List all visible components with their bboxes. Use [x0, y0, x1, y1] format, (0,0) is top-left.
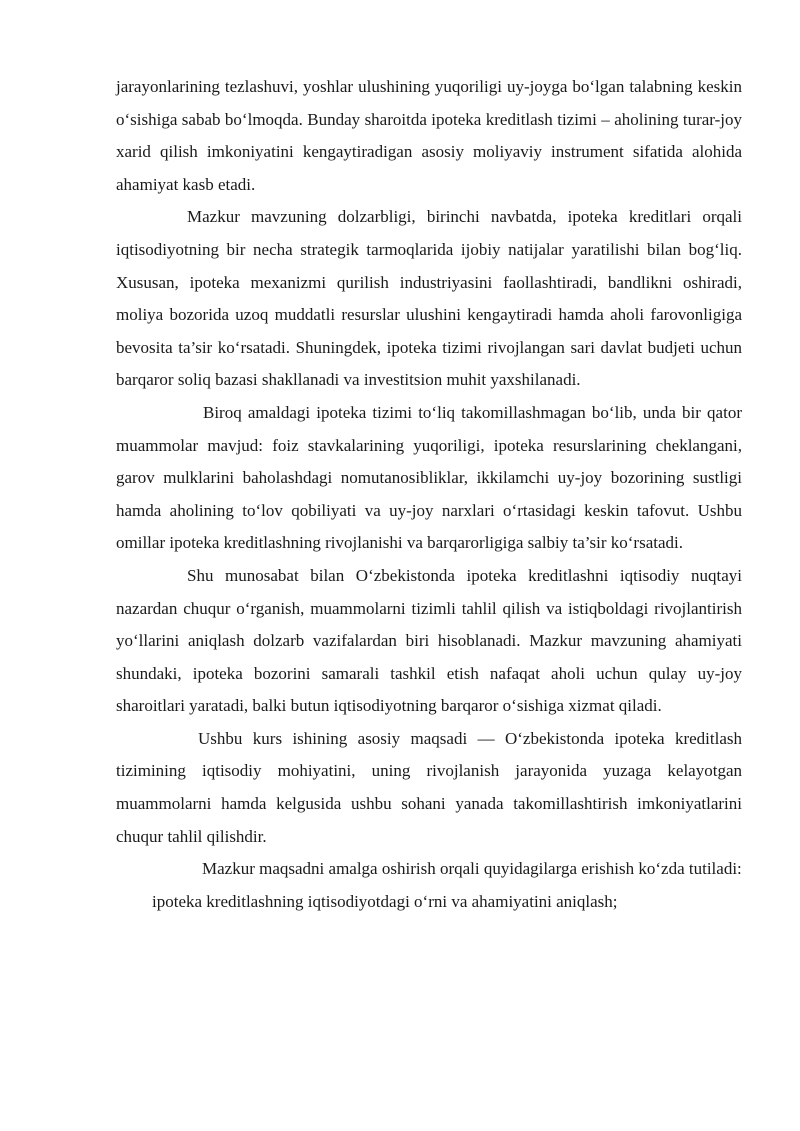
document-body: [116, 71, 742, 918]
list-item-1: ipoteka kreditlashning iqtisodiyotdagi o‘rni va ahamiyatini aniqlash;: [152, 891, 618, 911]
paragraph-5: Ushbu kurs ishining asosiy maqsadi — O‘zbekistonda ipoteka kreditlash tizimining iqtisodiy mohiyatini, uning rivojlanish jarayonida yuzaga kelayotgan muammolarni hamda kelgusida ushbu sohani yanada takomillashtirish imkoniyatlarini chuqur tahlil qilishdir.: [116, 728, 742, 846]
paragraph-3: Biroq amaldagi ipoteka tizimi to‘liq takomillashmagan bo‘lib, unda bir qator muammolar mavjud: foiz stavkalarining yuqoriligi, ipoteka resurslarining cheklangani, garov mulklarini baholashdagi nomutanosibliklar, ikkilamchi uy-joy bozorining sustligi hamda aholining to‘lov qobiliyati va uy-joy narxlari o‘rtasidagi keskin tafovut. Ushbu omillar ipoteka kreditlashning rivojlanishi va barqarorligiga salbiy ta’sir ko‘rsatadi.: [116, 402, 742, 553]
paragraph-2: Mazkur mavzuning dolzarbligi, birinchi navbatda, ipoteka kreditlari orqali iqtisodiyotning bir necha strategik tarmoqlarida ijobiy natijalar yaratilishi bilan bog‘liq. Xususan, ipoteka mexanizmi qurilish industriyasini faollashtiradi, bandlikni oshiradi, moliya bozorida uzoq muddatli resurslar ulushini kengaytiradi hamda aholi farovonligiga bevosita ta’sir ko‘rsatadi. Shuningdek, ipoteka tizimi rivojlangan sari davlat budjeti uchun barqaror soliq bazasi shakllanadi va investitsion muhit yaxshilanadi.: [116, 207, 742, 390]
paragraph-6: Mazkur maqsadni amalga oshirish orqali quyidagilarga erishish ko‘zda tutiladi:: [202, 859, 742, 879]
paragraph-4: Shu munosabat bilan O‘zbekistonda ipoteka kreditlashni iqtisodiy nuqtayi nazardan chuqur o‘rganish, muammolarni tizimli tahlil qilish va istiqboldagi rivojlantirish yo‘llarini aniqlash dolzarb vazifalardan biri hisoblanadi. Mazkur mavzuning ahamiyati shundaki, ipoteka bozorini samarali tashkil etish nafaqat aholi uchun qulay uy-joy sharoitlari yaratadi, balki butun iqtisodiyotning barqaror o‘sishiga xizmat qiladi.: [116, 565, 742, 716]
paragraph-1: jarayonlarining tezlashuvi, yoshlar ulushining yuqoriligi uy-joyga bo‘lgan talabning keskin o‘sishiga sabab bo‘lmoqda. Bunday sharoitda ipoteka kreditlash tizimi – aholining turar-joy xarid qilish imkoniyatini kengaytiradigan asosiy moliyaviy instrument sifatida alohida ahamiyat kasb etadi.: [116, 77, 742, 194]
